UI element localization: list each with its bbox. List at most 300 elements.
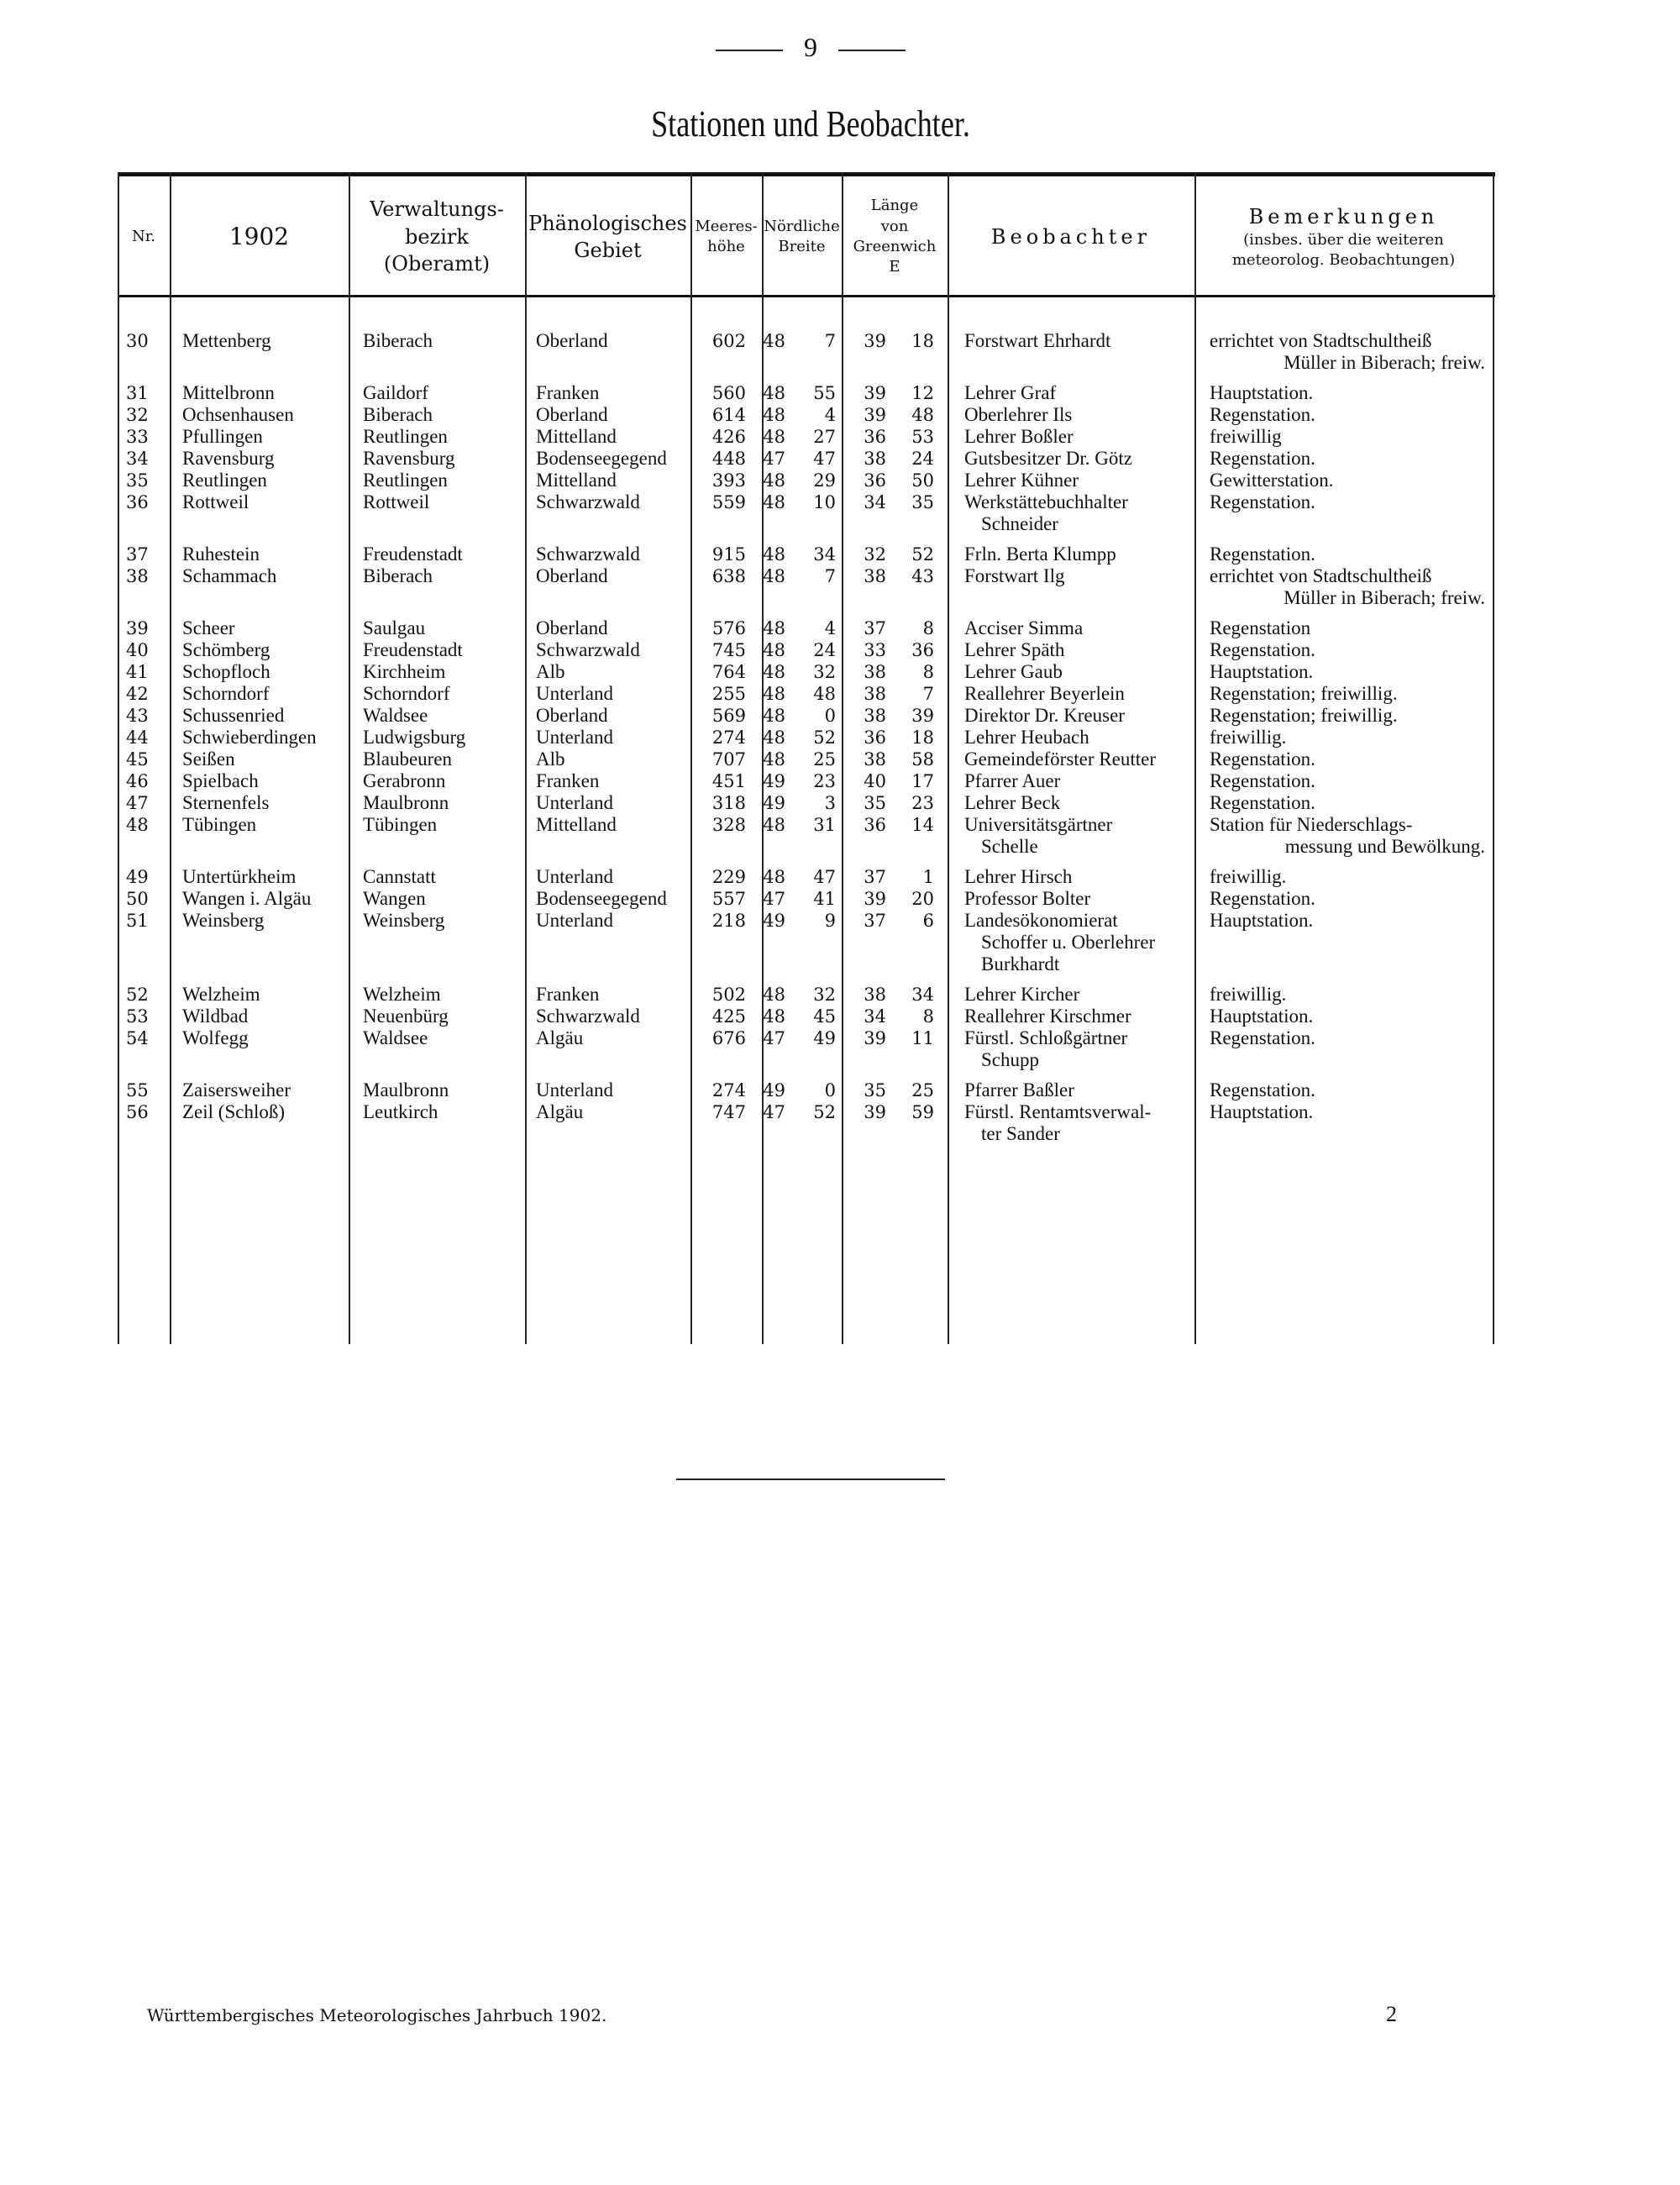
- cell-meereshoehe: 560: [711, 383, 746, 403]
- cell-bemerkung: Regenstation.: [1210, 404, 1315, 425]
- cell-laenge-min: 8: [922, 1006, 934, 1027]
- cell-bezirk: Biberach: [363, 565, 433, 586]
- cell-gebiet: Franken: [536, 382, 600, 403]
- cell-station: Schorndorf: [182, 683, 270, 704]
- cell-bemerkung: Regenstation.: [1210, 888, 1315, 909]
- header-nr: [118, 179, 170, 295]
- cell-breite-min: 47: [813, 867, 836, 887]
- cell-breite-grad: 48: [763, 662, 785, 682]
- cell-laenge-grad: 38: [864, 662, 886, 682]
- cell-meereshoehe: 676: [711, 1028, 746, 1048]
- cell-laenge-min: 20: [911, 889, 934, 909]
- cell-breite-min: 45: [813, 1006, 836, 1027]
- cell-station: Wangen i. Algäu: [182, 888, 312, 909]
- header-line: Beobachter: [990, 224, 1152, 249]
- cell-nr: 40: [126, 640, 149, 660]
- cell-breite-min: 24: [813, 640, 836, 660]
- cell-laenge-grad: 38: [864, 684, 886, 704]
- cell-breite-grad: 49: [763, 793, 785, 813]
- cell-meereshoehe: 451: [711, 771, 746, 791]
- header-line: höhe: [707, 238, 745, 255]
- cell-beobachter: Oberlehrer Ils: [964, 404, 1073, 425]
- cell-meereshoehe: 502: [711, 985, 746, 1005]
- cell-laenge-grad: 39: [864, 405, 886, 425]
- cell-laenge-grad: 35: [864, 793, 886, 813]
- cell-nr: 49: [126, 867, 149, 887]
- cell-bemerkung: Regenstation; freiwillig.: [1210, 705, 1398, 726]
- cell-meereshoehe: 557: [711, 889, 746, 909]
- cell-breite-min: 0: [824, 706, 836, 726]
- cell-nr: 47: [126, 793, 149, 813]
- cell-breite-min: 25: [813, 749, 836, 769]
- cell-laenge-grad: 38: [864, 985, 886, 1005]
- cell-breite-grad: 49: [763, 771, 785, 791]
- cell-breite-grad: 48: [763, 544, 785, 565]
- cell-station: Sternenfels: [182, 792, 270, 813]
- cell-nr: 38: [126, 566, 149, 586]
- cell-nr: 36: [126, 492, 149, 512]
- cell-bemerkung: Regenstation.: [1210, 770, 1315, 791]
- cell-breite-min: 9: [824, 911, 836, 931]
- cell-breite-grad: 48: [763, 566, 785, 586]
- cell-bemerkung: Müller in Biberach; freiw.: [1284, 352, 1485, 373]
- col-divider: [842, 172, 843, 1344]
- cell-nr: 55: [126, 1080, 149, 1100]
- cell-laenge-grad: 38: [864, 749, 886, 769]
- cell-gebiet: Schwarzwald: [536, 639, 640, 660]
- cell-laenge-min: 12: [911, 383, 934, 403]
- page-number: [0, 32, 1621, 63]
- cell-breite-grad: 48: [763, 727, 785, 748]
- cell-beobachter: Schelle: [981, 836, 1038, 857]
- cell-nr: 48: [126, 815, 149, 835]
- cell-laenge-grad: 39: [864, 331, 886, 351]
- cell-bemerkung: Hauptstation.: [1210, 661, 1314, 682]
- cell-meereshoehe: 569: [711, 706, 746, 726]
- cell-meereshoehe: 745: [711, 640, 746, 660]
- cell-laenge-grad: 37: [864, 618, 886, 638]
- cell-beobachter: Schneider: [981, 513, 1058, 534]
- cell-beobachter: Fürstl. Rentamtsverwal-: [964, 1101, 1152, 1122]
- cell-beobachter: Lehrer Gaub: [964, 661, 1063, 682]
- cell-beobachter: Lehrer Späth: [964, 639, 1065, 660]
- cell-laenge-grad: 37: [864, 911, 886, 931]
- cell-beobachter: Lehrer Beck: [964, 792, 1061, 813]
- cell-beobachter: Schupp: [981, 1049, 1039, 1070]
- cell-breite-grad: 49: [763, 1080, 785, 1100]
- cell-station: Wolfegg: [182, 1027, 249, 1048]
- cell-station: Wildbad: [182, 1006, 249, 1027]
- header-line: von: [880, 217, 909, 235]
- cell-bezirk: Freudenstadt: [363, 544, 463, 565]
- cell-breite-min: 27: [813, 427, 836, 447]
- cell-bezirk: Ludwigsburg: [363, 727, 466, 748]
- cell-nr: 43: [126, 706, 149, 726]
- cell-gebiet: Mittelland: [536, 470, 617, 491]
- cell-meereshoehe: 274: [711, 1080, 746, 1100]
- cell-bemerkung: Hauptstation.: [1210, 1101, 1314, 1122]
- cell-laenge-min: 58: [911, 749, 934, 769]
- header-line: Greenwich: [853, 238, 937, 255]
- cell-bemerkung: freiwillig.: [1210, 984, 1287, 1005]
- cell-laenge-min: 50: [911, 470, 934, 491]
- cell-beobachter: Burkhardt: [981, 953, 1060, 974]
- cell-meereshoehe: 638: [711, 566, 746, 586]
- cell-gebiet: Unterland: [536, 727, 613, 748]
- cell-meereshoehe: 393: [711, 470, 746, 491]
- cell-gebiet: Algäu: [536, 1027, 584, 1048]
- cell-nr: 35: [126, 470, 149, 491]
- cell-meereshoehe: 328: [711, 815, 746, 835]
- cell-breite-grad: 48: [763, 427, 785, 447]
- cell-bemerkung: messung und Bewölkung.: [1284, 836, 1485, 857]
- cell-station: Pfullingen: [182, 426, 263, 447]
- cell-gebiet: Unterland: [536, 792, 613, 813]
- cell-breite-grad: 48: [763, 492, 785, 512]
- cell-laenge-grad: 37: [864, 867, 886, 887]
- cell-station: Schopfloch: [182, 661, 270, 682]
- cell-beobachter: Universitätsgärtner: [964, 814, 1113, 835]
- cell-nr: 30: [126, 331, 149, 351]
- cell-beobachter: Gutsbesitzer Dr. Götz: [964, 448, 1132, 469]
- cell-nr: 34: [126, 449, 149, 469]
- cell-breite-min: 7: [824, 331, 836, 351]
- cell-station: Zeil (Schloß): [182, 1101, 285, 1122]
- cell-bezirk: Wangen: [363, 888, 426, 909]
- cell-laenge-min: 18: [911, 331, 934, 351]
- cell-laenge-grad: 38: [864, 566, 886, 586]
- cell-gebiet: Schwarzwald: [536, 544, 640, 565]
- table-border-left: [118, 172, 119, 1344]
- header-verwaltung: [349, 179, 525, 295]
- header-line: Bemerkungen: [1248, 204, 1439, 228]
- cell-meereshoehe: 318: [711, 793, 746, 813]
- header-line: E: [889, 258, 900, 276]
- cell-beobachter: Reallehrer Kirschmer: [964, 1006, 1131, 1027]
- cell-gebiet: Oberland: [536, 404, 608, 425]
- cell-bemerkung: errichtet von Stadtschultheiß: [1210, 330, 1432, 351]
- cell-bemerkung: Regenstation.: [1210, 639, 1315, 660]
- cell-bezirk: Freudenstadt: [363, 639, 463, 660]
- cell-gebiet: Oberland: [536, 705, 608, 726]
- sheet-number: 2: [1386, 2002, 1397, 2026]
- header-laenge: [842, 179, 948, 295]
- cell-bemerkung: freiwillig: [1210, 426, 1282, 447]
- cell-laenge-grad: 36: [864, 727, 886, 748]
- cell-breite-min: 23: [813, 771, 836, 791]
- table-top-rule: [118, 172, 1495, 176]
- cell-gebiet: Mittelland: [536, 814, 617, 835]
- cell-gebiet: Alb: [536, 748, 565, 769]
- cell-laenge-min: 18: [911, 727, 934, 748]
- col-divider: [349, 172, 350, 1344]
- header-line: (insbes. über die weiteren: [1243, 230, 1444, 249]
- cell-beobachter: Gemeindeförster Reutter: [964, 748, 1156, 769]
- cell-bezirk: Weinsberg: [363, 910, 445, 931]
- cell-bemerkung: freiwillig.: [1210, 727, 1287, 748]
- col-divider: [525, 172, 527, 1344]
- cell-beobachter: Reallehrer Beyerlein: [964, 683, 1125, 704]
- header-beobachter: [948, 179, 1194, 295]
- cell-beobachter: Forstwart Ilg: [964, 565, 1065, 586]
- cell-gebiet: Mittelland: [536, 426, 617, 447]
- cell-laenge-min: 59: [911, 1102, 934, 1122]
- cell-laenge-min: 53: [911, 427, 934, 447]
- cell-laenge-min: 39: [911, 706, 934, 726]
- cell-beobachter: Fürstl. Schloßgärtner: [964, 1027, 1128, 1048]
- cell-beobachter: Lehrer Hirsch: [964, 866, 1073, 887]
- cell-bemerkung: Regenstation.: [1210, 1079, 1315, 1100]
- cell-beobachter: Frln. Berta Klumpp: [964, 544, 1116, 565]
- cell-gebiet: Alb: [536, 661, 565, 682]
- cell-laenge-grad: 34: [864, 492, 886, 512]
- cell-gebiet: Schwarzwald: [536, 1006, 640, 1027]
- cell-nr: 39: [126, 618, 149, 638]
- cell-meereshoehe: 915: [711, 544, 746, 565]
- col-divider: [1194, 172, 1196, 1344]
- cell-breite-grad: 48: [763, 815, 785, 835]
- cell-breite-grad: 48: [763, 867, 785, 887]
- cell-bezirk: Saulgau: [363, 617, 426, 638]
- cell-laenge-min: 34: [911, 985, 934, 1005]
- stations-table: [118, 172, 1495, 1344]
- cell-breite-grad: 47: [763, 449, 785, 469]
- cell-laenge-min: 35: [911, 492, 934, 512]
- cell-breite-grad: 48: [763, 684, 785, 704]
- cell-gebiet: Schwarzwald: [536, 491, 640, 512]
- cell-bezirk: Waldsee: [363, 705, 428, 726]
- cell-breite-grad: 47: [763, 889, 785, 909]
- cell-nr: 56: [126, 1102, 149, 1122]
- table-border-right: [1493, 172, 1494, 1344]
- cell-gebiet: Bodenseegegend: [536, 888, 667, 909]
- cell-station: Mittelbronn: [182, 382, 275, 403]
- cell-breite-min: 32: [813, 985, 836, 1005]
- cell-laenge-min: 25: [911, 1080, 934, 1100]
- cell-gebiet: Unterland: [536, 683, 613, 704]
- header-line: bezirk: [405, 224, 469, 249]
- cell-meereshoehe: 218: [711, 911, 746, 931]
- cell-laenge-min: 8: [922, 662, 934, 682]
- cell-bemerkung: Regenstation.: [1210, 748, 1315, 769]
- header-phaeno: [525, 179, 690, 295]
- cell-station: Untertürkheim: [182, 866, 297, 887]
- cell-station: Schussenried: [182, 705, 285, 726]
- cell-breite-min: 0: [824, 1080, 836, 1100]
- cell-gebiet: Franken: [536, 770, 600, 791]
- header-line: (Oberamt): [383, 252, 491, 276]
- cell-gebiet: Unterland: [536, 866, 613, 887]
- cell-gebiet: Franken: [536, 984, 600, 1005]
- cell-laenge-min: 48: [911, 405, 934, 425]
- cell-bezirk: Gerabronn: [363, 770, 446, 791]
- cell-bemerkung: Hauptstation.: [1210, 1006, 1314, 1027]
- cell-bezirk: Waldsee: [363, 1027, 428, 1048]
- cell-station: Tübingen: [182, 814, 257, 835]
- col-divider: [948, 172, 949, 1344]
- cell-laenge-grad: 36: [864, 470, 886, 491]
- cell-laenge-min: 1: [922, 867, 934, 887]
- cell-breite-grad: 48: [763, 470, 785, 491]
- cell-breite-grad: 48: [763, 706, 785, 726]
- cell-laenge-min: 17: [911, 771, 934, 791]
- cell-breite-grad: 48: [763, 985, 785, 1005]
- cell-station: Schwieberdingen: [182, 727, 317, 748]
- cell-gebiet: Unterland: [536, 1079, 613, 1100]
- cell-bezirk: Welzheim: [363, 984, 441, 1005]
- cell-meereshoehe: 614: [711, 405, 746, 425]
- cell-breite-min: 3: [824, 793, 836, 813]
- cell-breite-min: 29: [813, 470, 836, 491]
- cell-breite-min: 49: [813, 1028, 836, 1048]
- cell-gebiet: Algäu: [536, 1101, 584, 1122]
- cell-station: Rottweil: [182, 491, 249, 512]
- cell-bemerkung: Regenstation.: [1210, 491, 1315, 512]
- table-header-rule: [118, 295, 1495, 297]
- cell-laenge-grad: 39: [864, 889, 886, 909]
- cell-meereshoehe: 764: [711, 662, 746, 682]
- cell-meereshoehe: 448: [711, 449, 746, 469]
- cell-breite-min: 47: [813, 449, 836, 469]
- cell-nr: 32: [126, 405, 149, 425]
- cell-beobachter: Professor Bolter: [964, 888, 1091, 909]
- cell-meereshoehe: 707: [711, 749, 746, 769]
- cell-gebiet: Bodenseegegend: [536, 448, 667, 469]
- cell-breite-grad: 48: [763, 331, 785, 351]
- cell-breite-min: 4: [824, 618, 836, 638]
- cell-laenge-min: 6: [922, 911, 934, 931]
- cell-laenge-grad: 39: [864, 1102, 886, 1122]
- cell-station: Ruhestein: [182, 544, 260, 565]
- cell-breite-grad: 47: [763, 1028, 785, 1048]
- cell-beobachter: Werkstättebuchhalter: [964, 491, 1128, 512]
- cell-bemerkung: Regenstation.: [1210, 1027, 1315, 1048]
- header-line: Meeres-: [695, 217, 758, 235]
- cell-breite-grad: 48: [763, 383, 785, 403]
- cell-nr: 41: [126, 662, 149, 682]
- page-number-text: 9: [804, 32, 817, 62]
- cell-bezirk: Rottweil: [363, 491, 430, 512]
- cell-beobachter: Direktor Dr. Kreuser: [964, 705, 1125, 726]
- header-breite: [762, 179, 842, 295]
- cell-beobachter: Lehrer Graf: [964, 382, 1057, 403]
- cell-laenge-grad: 39: [864, 383, 886, 403]
- cell-bezirk: Maulbronn: [363, 792, 449, 813]
- cell-breite-grad: 48: [763, 640, 785, 660]
- cell-breite-grad: 48: [763, 749, 785, 769]
- cell-bezirk: Kirchheim: [363, 661, 446, 682]
- cell-laenge-min: 8: [922, 618, 934, 638]
- cell-bezirk: Blaubeuren: [363, 748, 453, 769]
- cell-laenge-min: 14: [911, 815, 934, 835]
- cell-meereshoehe: 426: [711, 427, 746, 447]
- cell-meereshoehe: 747: [711, 1102, 746, 1122]
- header-nr-label: Nr.: [131, 227, 156, 245]
- cell-beobachter: Landesökonomierat: [964, 910, 1118, 931]
- cell-laenge-grad: 32: [864, 544, 886, 565]
- cell-laenge-grad: 38: [864, 706, 886, 726]
- cell-laenge-min: 43: [911, 566, 934, 586]
- cell-beobachter: ter Sander: [981, 1123, 1060, 1144]
- cell-nr: 37: [126, 544, 149, 565]
- cell-meereshoehe: 274: [711, 727, 746, 748]
- cell-laenge-min: 23: [911, 793, 934, 813]
- cell-bezirk: Biberach: [363, 404, 433, 425]
- cell-bezirk: Ravensburg: [363, 448, 455, 469]
- cell-breite-grad: 48: [763, 618, 785, 638]
- cell-station: Welzheim: [182, 984, 260, 1005]
- cell-breite-min: 52: [813, 1102, 836, 1122]
- cell-nr: 51: [126, 911, 149, 931]
- cell-breite-min: 48: [813, 684, 836, 704]
- cell-station: Seißen: [182, 748, 235, 769]
- cell-nr: 45: [126, 749, 149, 769]
- cell-bemerkung: Regenstation.: [1210, 544, 1315, 565]
- cell-laenge-min: 11: [911, 1028, 934, 1048]
- cell-bezirk: Reutlingen: [363, 426, 448, 447]
- cell-bemerkung: Regenstation: [1210, 617, 1311, 638]
- cell-meereshoehe: 229: [711, 867, 746, 887]
- cell-beobachter: Lehrer Kircher: [964, 984, 1080, 1005]
- cell-station: Schammach: [182, 565, 277, 586]
- cell-bemerkung: Regenstation.: [1210, 448, 1315, 469]
- cell-station: Mettenberg: [182, 330, 271, 351]
- cell-beobachter: Acciser Simma: [964, 617, 1084, 638]
- cell-bezirk: Reutlingen: [363, 470, 448, 491]
- cell-breite-min: 31: [813, 815, 836, 835]
- cell-bezirk: Cannstatt: [363, 866, 436, 887]
- cell-breite-min: 32: [813, 662, 836, 682]
- cell-breite-min: 4: [824, 405, 836, 425]
- cell-beobachter: Lehrer Heubach: [964, 727, 1089, 748]
- left-dash: [716, 50, 783, 51]
- cell-breite-min: 52: [813, 727, 836, 748]
- end-rule: [676, 1479, 945, 1480]
- cell-breite-min: 41: [813, 889, 836, 909]
- right-dash: [838, 50, 906, 51]
- cell-meereshoehe: 255: [711, 684, 746, 704]
- cell-bemerkung: Müller in Biberach; freiw.: [1284, 587, 1485, 608]
- cell-laenge-min: 24: [911, 449, 934, 469]
- cell-beobachter: Lehrer Boßler: [964, 426, 1074, 447]
- cell-laenge-grad: 40: [864, 771, 886, 791]
- cell-laenge-min: 36: [911, 640, 934, 660]
- cell-nr: 31: [126, 383, 149, 403]
- cell-station: Ravensburg: [182, 448, 275, 469]
- cell-beobachter: Forstwart Ehrhardt: [964, 330, 1111, 351]
- cell-bemerkung: errichtet von Stadtschultheiß: [1210, 565, 1432, 586]
- cell-bemerkung: Station für Niederschlags-: [1210, 814, 1413, 835]
- header-line: Nördliche: [764, 217, 840, 235]
- cell-laenge-min: 7: [922, 684, 934, 704]
- page-title: Stationen und Beobachter.: [651, 103, 970, 144]
- cell-station: Scheer: [182, 617, 235, 638]
- header-line: Verwaltungs-: [370, 197, 504, 222]
- cell-meereshoehe: 602: [711, 331, 746, 351]
- cell-gebiet: Oberland: [536, 565, 608, 586]
- cell-meereshoehe: 425: [711, 1006, 746, 1027]
- cell-bemerkung: Regenstation; freiwillig.: [1210, 683, 1398, 704]
- header-line: Gebiet: [574, 239, 642, 262]
- cell-laenge-grad: 38: [864, 449, 886, 469]
- cell-bemerkung: Regenstation.: [1210, 792, 1315, 813]
- header-line: meteorolog. Beobachtungen): [1231, 251, 1456, 270]
- cell-bezirk: Neuenbürg: [363, 1006, 449, 1027]
- cell-nr: 42: [126, 684, 149, 704]
- cell-laenge-grad: 34: [864, 1006, 886, 1027]
- cell-nr: 33: [126, 427, 149, 447]
- cell-bemerkung: freiwillig.: [1210, 866, 1287, 887]
